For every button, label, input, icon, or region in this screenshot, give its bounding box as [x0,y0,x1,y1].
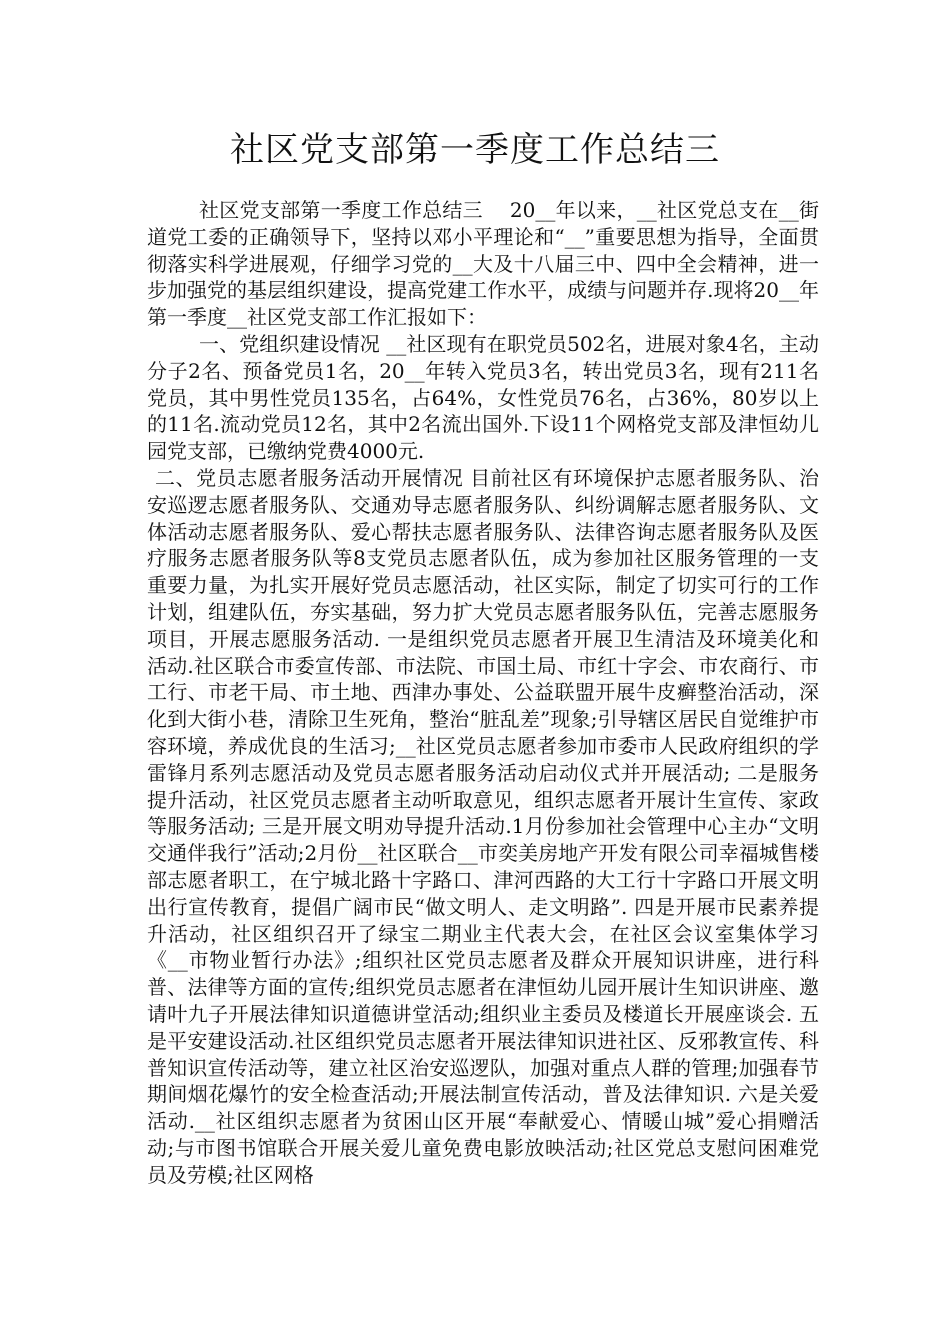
document-body [147,197,819,1188]
paragraph-intro: 社区党支部第一季度工作总结三 20__年以来，__社区党总支在__街道党工委的正确领导下，坚持以邓小平理论和“__”重要思想为指导，全面贯彻落实科学进展观，仔细学习党的__大及十八届三中、四中全会精神，进一步加强党的基层组织建设，提高党建工作水平，成绩与问题并存.现将20__年第一季度__社区党支部工作汇报如下： [147,198,819,330]
document-title: 社区党支部第一季度工作总结三 [230,130,720,170]
paragraph-volunteer-activities: 二、党员志愿者服务活动开展情况 目前社区有环境保护志愿者服务队、治安巡逻志愿者服务队、交通劝导志愿者服务队、纠纷调解志愿者服务队、文体活动志愿者服务队、爱心帮扶志愿者服务队、法律咨询志愿者服务队及医疗服务志愿者服务队等8支党员志愿者队伍，成为参加社区服务管理的一支重要力量，为扎实开展好党员志愿活动，社区实际，制定了切实可行的工作计划，组建队伍，夯实基础，努力扩大党员志愿者服务队伍，完善志愿服务项目，开展志愿服务活动. 一是组织党员志愿者开展卫生清洁及环境美化和活动.社区联合市委宣传部、市法院、市国土局、市红十字会、市农商行、市工行、市老干局、市土地、西津办事处、公益联盟开展牛皮癣整治活动，深化到大街小巷，清除卫生死角，整治“脏乱差”现象;引导辖区居民自觉维护市容环境，养成优良的生活习;__社区党员志愿者参加市委市人民政府组织的学雷锋月系列志愿活动及党员志愿者服务活动启动仪式并开展活动; 二是服务提升活动，社区党员志愿者主动听取意见，组织志愿者开展计生宣传、家政等服务活动; 三是开展文明劝导提升活动.1月份参加社会管理中心主办“文明交通伴我行”活动;2月份__社区联合__市奕美房地产开发有限公司幸福城售楼部志愿者职工，在宁城北路十字路口、津河西路的大工行十字路口开展文明出行宣传教育，提倡广阔市民“做文明人、走文明路”. 四是开展市民素养提升活动，社区组织召开了绿宝二期业主代表大会，在社区会议室集体学习《__市物业暂行办法》;组织社区党员志愿者及群众开展知识讲座，进行科普、法律等方面的宣传;组织党员志愿者在津恒幼儿园开展计生知识讲座、邀请叶九子开展法律知识道德讲堂活动;组织业主委员及楼道长开展座谈会. 五是平安建设活动.社区组织党员志愿者开展法律知识进社区、反邪教宣传、科普知识宣传活动等，建立社区治安巡逻队，加强对重点人群的管理;加强春节期间烟花爆竹的安全检查活动;开展法制宣传活动，普及法律知识. 六是关爱活动.__社区组织志愿者为贫困山区开展“奉献爱心、情暖山城”爱心捐赠活动;与市图书馆联合开展关爱儿童免费电影放映活动;社区党总支慰问困难党员及劳模;社区网格 [147,465,819,1187]
paragraph-party-organization: 一、党组织建设情况 __社区现有在职党员502名，进展对象4名，主动分子2名、预备党员1名，20__年转入党员3名，转出党员3名，现有211名党员，其中男性党员135名，占64%，女性党员76名，占36%，80岁以上的11名.流动党员12名，其中2名流出国外.下设11个网格党支部及津恒幼儿园党支部，已缴纳党费4000元. [147,331,819,464]
